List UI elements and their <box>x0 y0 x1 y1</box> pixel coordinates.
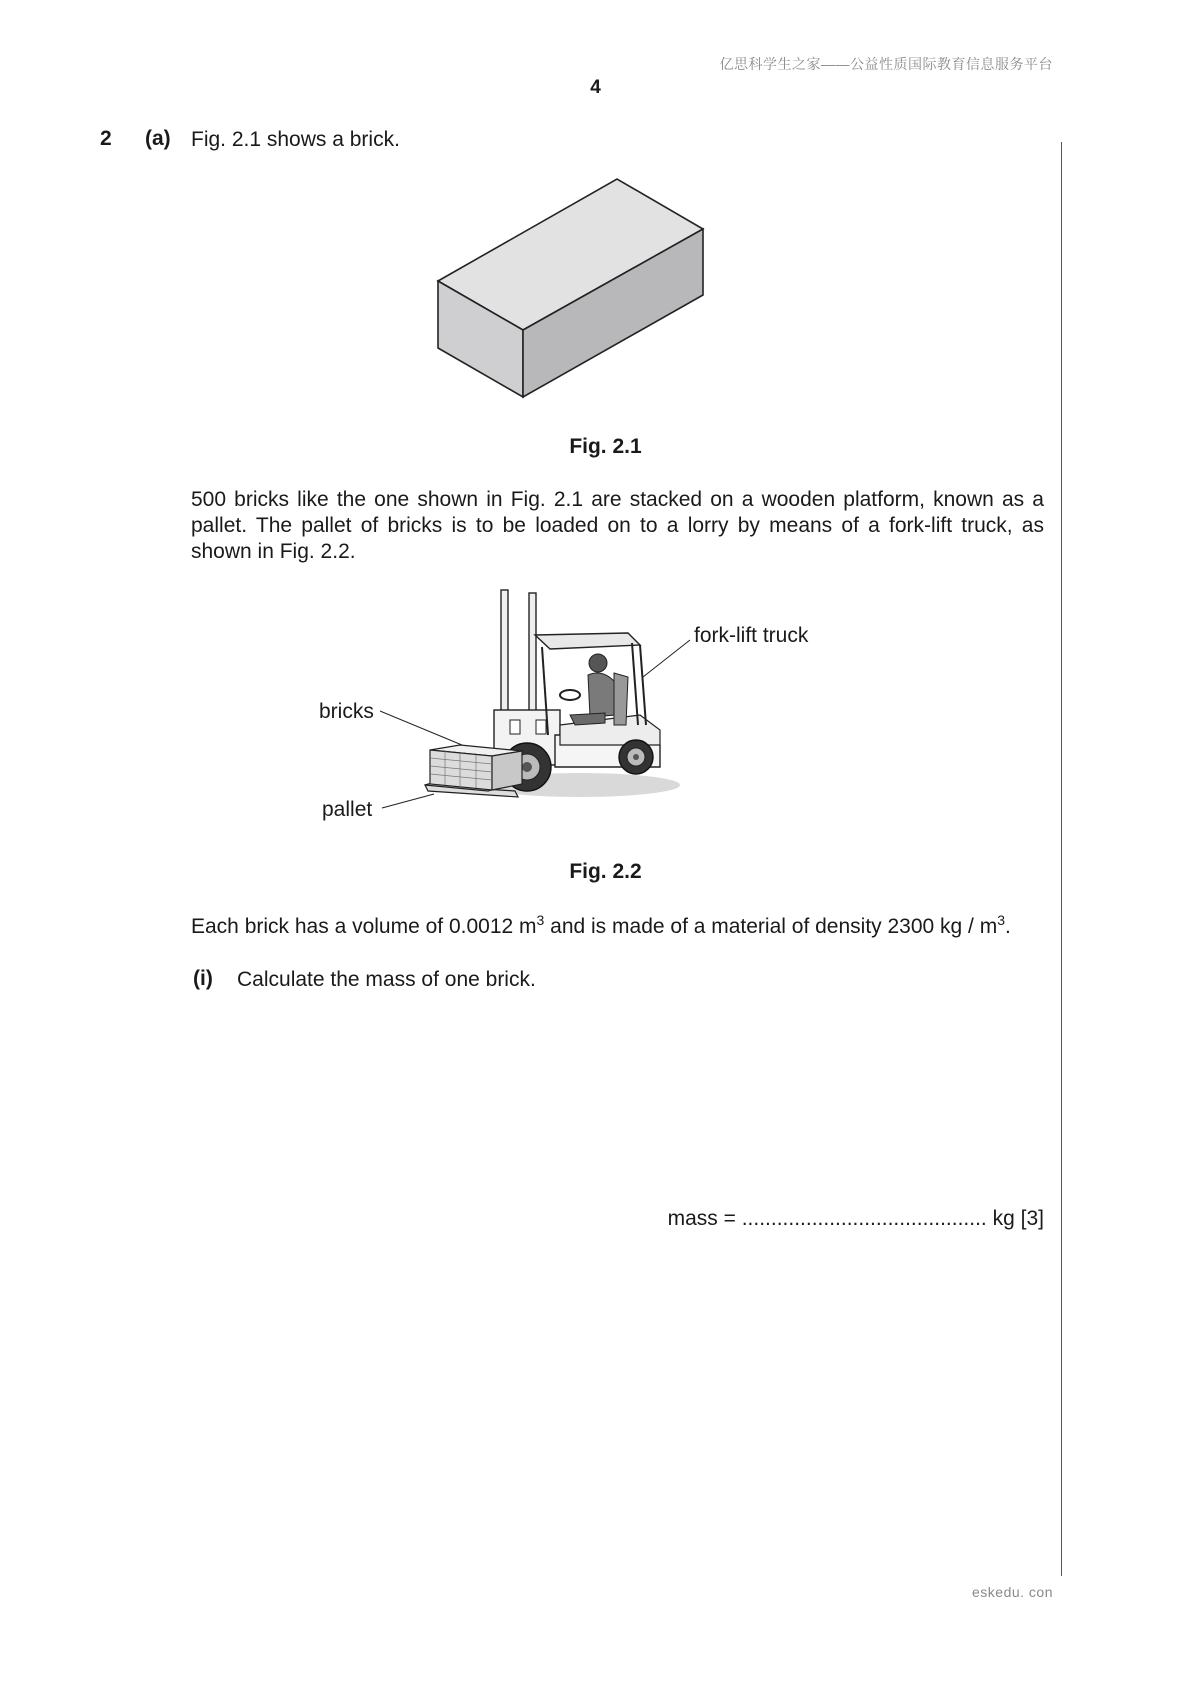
context-paragraph: 500 bricks like the one shown in Fig. 2.1 are stacked on a wooden platform, known as a pallet. The pallet of bricks is to be loaded on to a lorry by means of a fork-lift truck, as shown in Fig. 2.2. <box>191 488 1044 563</box>
answer-label: mass = <box>667 1207 736 1230</box>
fig-2-2-caption: Fig. 2.2 <box>569 860 642 883</box>
question-number: 2 <box>100 127 112 150</box>
brick-stack-front <box>430 750 492 790</box>
data-sentence: Each brick has a volume of 0.0012 $m^3$ and is made of a material of density 2300 kg / $m^3$. <box>191 912 1011 938</box>
answer-marks: [3] <box>1020 1207 1044 1230</box>
label-pallet: pallet <box>322 798 373 821</box>
steering-wheel <box>560 690 580 700</box>
page-number: 4 <box>590 77 601 98</box>
fig-2-1-caption: Fig. 2.1 <box>569 435 642 458</box>
bricks-leader-line <box>380 711 462 745</box>
driver-head <box>589 654 607 672</box>
margin-rule <box>1061 142 1062 1576</box>
seat <box>614 673 628 725</box>
question-intro: Fig. 2.1 shows a brick. <box>191 128 400 151</box>
question-part-label: (a) <box>145 127 171 150</box>
answer-line <box>668 1207 1044 1231</box>
pallet-leader-line <box>382 794 434 808</box>
answer-dots[interactable]: .......................................... <box>741 1207 987 1230</box>
roof-guard <box>535 633 640 649</box>
forklift-figure <box>370 585 730 820</box>
truck-leader-line <box>643 640 690 677</box>
brick-stack-side <box>492 751 522 790</box>
driver-body <box>588 673 616 717</box>
brick-figure <box>435 175 710 400</box>
header-watermark: 亿思科学生之家——公益性质国际教育信息服务平台 <box>719 56 1053 72</box>
label-fork-lift-truck: fork-lift truck <box>694 624 809 647</box>
sub-question-text: Calculate the mass of one brick. <box>237 968 536 991</box>
label-bricks: bricks <box>319 700 374 723</box>
footer-site: eskedu. con <box>972 1584 1053 1600</box>
answer-unit: kg <box>992 1207 1015 1230</box>
sub-question-number: (i) <box>193 967 213 990</box>
